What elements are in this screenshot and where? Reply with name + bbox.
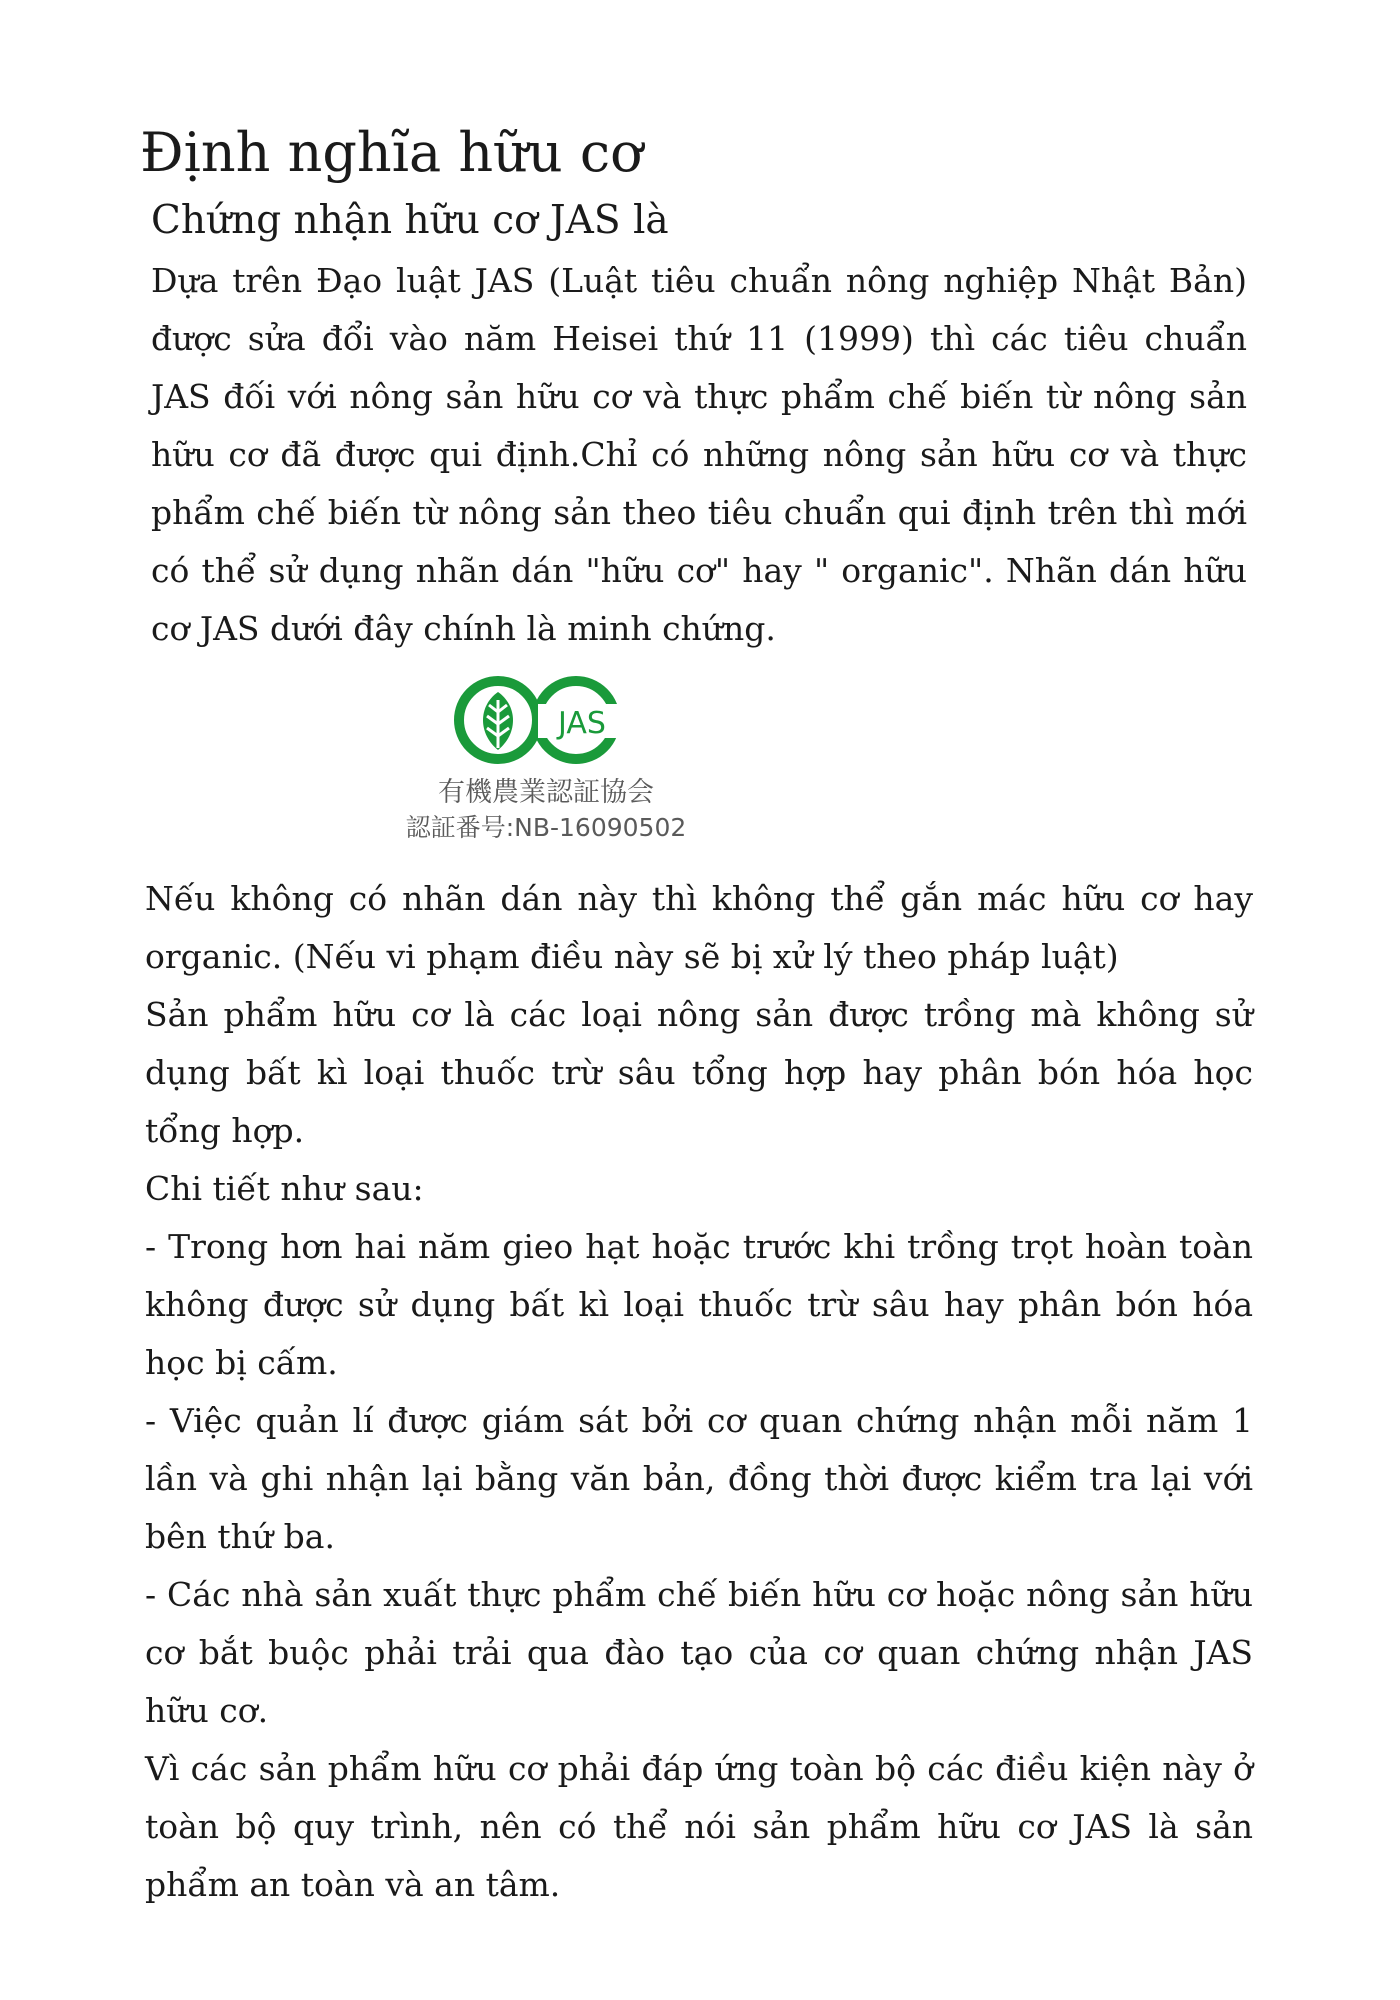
paragraph-details-heading: Chi tiết như sau: [145, 1169, 424, 1208]
jas-leaf-mark-icon [398, 670, 694, 776]
list-item: - Việc quản lí được giám sát bởi cơ quan chứng nhận mỗi năm 1 lần và ghi nhận lại bằng văn bản, đồng thời được kiểm tra lại với bên thứ ba. [145, 1401, 1253, 1556]
paragraph-label-requirement: Nếu không có nhãn dán này thì không thể gắn mác hữu cơ hay organic. (Nếu vi phạm điều này sẽ bị xử lý theo pháp luật) [145, 879, 1253, 976]
body-text [145, 870, 1253, 1914]
page-title: Định nghĩa hữu cơ [140, 121, 643, 184]
logo-cert-number: 認証番号:NB-16090502 [405, 813, 687, 842]
logo-org-name: 有機農業認証協会 [438, 777, 654, 808]
list-item: - Trong hơn hai năm gieo hạt hoặc trước khi trồng trọt hoàn toàn không được sử dụng bất kì loại thuốc trừ sâu hay phân bón hóa học bị cấm. [145, 1227, 1253, 1382]
paragraph-conclusion: Vì các sản phẩm hữu cơ phải đáp ứng toàn bộ các điều kiện này ở toàn bộ quy trình, nên có thể nói sản phẩm hữu cơ JAS là sản phẩm an toàn và an tâm. [145, 1749, 1253, 1904]
paragraph-organic-definition: Sản phẩm hữu cơ là các loại nông sản được trồng mà không sử dụng bất kì loại thuốc trừ sâu tổng hợp hay phân bón hóa học tổng hợp. [145, 995, 1253, 1150]
intro-paragraph: Dựa trên Đạo luật JAS (Luật tiêu chuẩn nông nghiệp Nhật Bản) được sửa đổi vào năm Heisei thứ 11 (1999) thì các tiêu chuẩn JAS đối với nông sản hữu cơ và thực phẩm chế biến từ nông sản hữu cơ đã được qui định.Chỉ có những nông sản hữu cơ và thực phẩm chế biến từ nông sản theo tiêu chuẩn qui định trên thì mới có thể sử dụng nhãn dán "hữu cơ" hay " organic". Nhãn dán hữu cơ JAS dưới đây chính là minh chứng. [151, 261, 1247, 648]
list-item: - Các nhà sản xuất thực phẩm chế biến hữu cơ hoặc nông sản hữu cơ bắt buộc phải trải qua đào tạo của cơ quan chứng nhận JAS hữu cơ. [145, 1575, 1253, 1730]
section-subtitle: Chứng nhận hữu cơ JAS là [151, 198, 669, 243]
jas-organic-logo [398, 670, 694, 848]
jas-mark-text: JAS [558, 706, 606, 741]
